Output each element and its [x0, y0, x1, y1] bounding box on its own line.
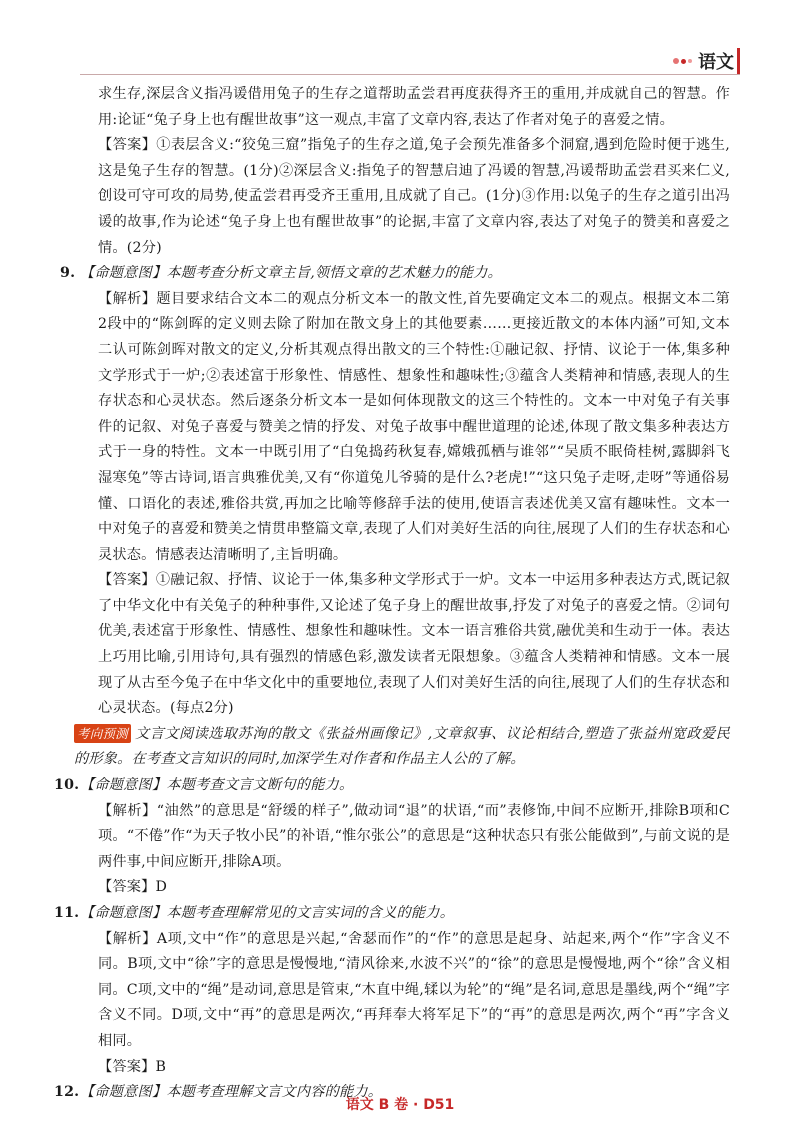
q12-number: 12. [54, 1084, 80, 1101]
q9-intent: 【命题意图】本题考查分析文章主旨,领悟文章的艺术魅力的能力。 [80, 265, 502, 282]
q10-intent: 【命题意图】本题考查文言文断句的能力。 [80, 777, 354, 794]
page-footer: 语文 B 卷 · D51 [345, 1097, 455, 1113]
q10-analysis: 【解析】“油然”的意思是“舒缓的样子”,做动词“退”的状语,“而”表修饰,中间不应断开,排除B项和C项。“不倦”作“为天子牧小民”的补语,“惟尔张公”的意思是“这种状态只有张公能做到”,与前文说的是两件事,中间应断开,排除A项。 [98, 802, 730, 870]
q8-continued-text: 求生存,深层含义指冯谖借用兔子的生存之道帮助孟尝君再度获得齐王的重用,并成就自己的智慧。作用:论证“兔子身上也有醒世故事”这一观点,丰富了文章内容,表达了作者对兔子的喜爱之情。 [98, 86, 730, 128]
header-decoration-icon [673, 58, 692, 64]
q10-answer: 【答案】D [98, 879, 168, 896]
subject-label: 语文 [698, 52, 734, 73]
forecast-text: 文言文阅读选取苏洵的散文《张益州画像记》,文章叙事、议论相结合,塑造了张益州宽政爱民的形象。在考查文言知识的同时,加深学生对作者和作品主人公的了解。 [74, 725, 730, 768]
header-divider [80, 74, 740, 75]
forecast-badge: 考向预测 [74, 724, 131, 743]
q10-number: 10. [54, 777, 80, 794]
answer-content [54, 82, 730, 1106]
q9-number: 9. [60, 265, 76, 282]
q11-answer: 【答案】B [98, 1058, 167, 1075]
q11-number: 11. [54, 905, 80, 921]
q8-answer: 【答案】①表层含义:“狡兔三窟”指兔子的生存之道,兔子会预先准备多个洞窟,遇到危险时便于逃生,这是兔子生存的智慧。(1分)②深层含义:指兔子的智慧启迪了冯谖的智慧,冯谖帮助孟尝君买来仁义,创设可守可攻的局势,使孟尝君再受齐王重用,且成就了自己。(1分)③作用:以兔子的生存之道引出冯谖的故事,作为论述“兔子身上也有醒世故事”的论据,丰富了文章内容,表达了对兔子的赞美和喜爱之情。(2分) [98, 137, 730, 256]
q9-answer: 【答案】①融记叙、抒情、议论于一体,集多种文学形式于一炉。文本一中运用多种表达方式,既记叙了中华文化中有关兔子的种种事件,又论述了兔子身上的醒世故事,抒发了对兔子的喜爱之情。②词句优美,表述富于形象性、情感性、想象性和趣味性。文本一语言雅俗共赏,融优美和生动于一体。表达上巧用比喻,引用诗句,具有强烈的情感色彩,激发读者无限想象。③蕴含人类精神和情感。文本一展现了从古至今兔子在中华文化中的重要地位,表现了人们对美好生活的向往,展现了人们的生存状态和心灵状态。(每点2分) [98, 572, 730, 717]
header-accent-bar [737, 48, 740, 74]
q11-heading [54, 901, 730, 927]
q11-intent: 【命题意图】本题考查理解常见的文言实词的含义的能力。 [80, 905, 455, 921]
q9-analysis: 【解析】题目要求结合文本二的观点分析文本一的散文性,首先要确定文本二的观点。根据文本二第2段中的“陈剑晖的定义则去除了附加在散文身上的其他要素……更接近散文的本体内涵”可知,文本二认可陈剑晖对散文的定义,分析其观点得出散文的三个特性:①融记叙、抒情、议论于一体,集多种文学形式于一炉;②表述富于形象性、情感性、想象性和趣味性;③蕴含人类精神和情感,表现人的生存状态和心灵状态。然后逐条分析文本一是如何体现散文的这三个特性的。文本一中对兔子有关事件的记叙、对兔子喜爱与赞美之情的抒发、对兔子故事中醒世道理的论述,体现了散文集多种表达方式于一身的特性。文本一中既引用了“白兔捣药秋复春,嫦娥孤栖与谁邻”“吴质不眠倚桂树,露脚斜飞湿寒兔”等古诗词,语言典雅优美,又有“你道兔儿爷骑的是什么?老虎!”“这只兔子走呀,走呀”等通俗易懂、口语化的表述,雅俗共赏,再加之比喻等修辞手法的使用,使语言表述优美又富有趣味性。文本一中对兔子的喜爱和赞美之情贯串整篇文章,表现了人们对美好生活的向往,展现了人们的生存状态和心灵状态。情感表达清晰明了,主旨明确。 [98, 290, 730, 563]
q12-intent: 【命题意图】本题考查理解文言文内容的能力。 [80, 1084, 383, 1101]
q11-analysis: 【解析】A项,文中“作”的意思是兴起,“舍瑟而作”的“作”的意思是起身、站起来,两个“作”字含义不同。B项,文中“徐”字的意思是慢慢地,“清风徐来,水波不兴”的“徐”的意思是慢慢地,两个“徐”含义相同。C项,文中的“绳”是动词,意思是管束,“木直中绳,𫐓以为轮”的“绳”是名词,意思是墨线,两个“绳”字含义不同。D项,文中“再”的意思是两次,“再拜奉大将军足下”的“再”的意思是两次,两个“再”字含义相同。 [98, 930, 730, 1049]
q9-heading [60, 261, 730, 287]
q10-heading [54, 773, 730, 799]
forecast-note [74, 722, 730, 773]
page-header [673, 48, 734, 74]
